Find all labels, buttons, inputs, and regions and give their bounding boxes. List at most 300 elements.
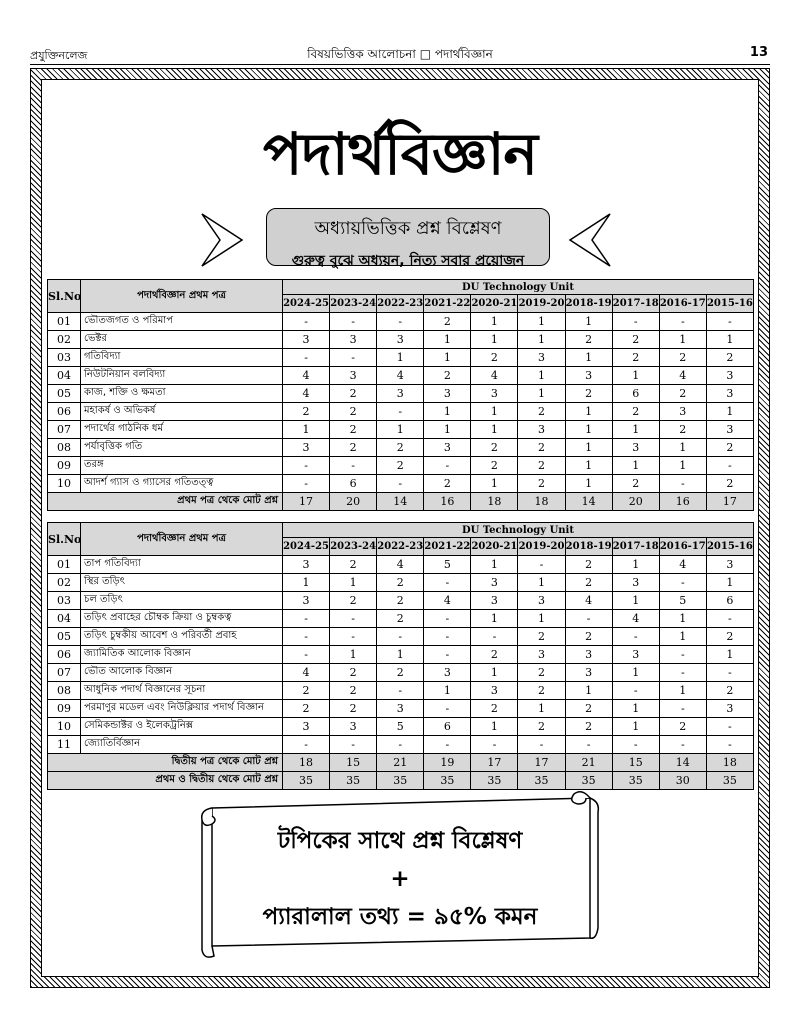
question-count: 2 — [518, 475, 565, 493]
question-count: 1 — [706, 331, 753, 349]
question-count: - — [518, 556, 565, 574]
question-count: 3 — [518, 421, 565, 439]
question-count: 4 — [377, 367, 424, 385]
question-count: 2 — [659, 421, 706, 439]
question-count: 1 — [612, 367, 659, 385]
question-count: - — [283, 457, 330, 475]
question-count: 2 — [706, 682, 753, 700]
subtitle-box — [266, 208, 550, 269]
total-row — [48, 772, 754, 790]
question-count: 2 — [377, 574, 424, 592]
question-count: 1 — [612, 664, 659, 682]
row-serial: 05 — [48, 628, 81, 646]
table-row — [48, 592, 754, 610]
question-count: 1 — [565, 475, 612, 493]
chapter-name: তাপ গতিবিদ্যা — [81, 556, 283, 574]
question-count: - — [659, 664, 706, 682]
table-row — [48, 574, 754, 592]
question-count: - — [377, 682, 424, 700]
question-count: 2 — [612, 403, 659, 421]
chapter-name: তরঙ্গ — [81, 457, 283, 475]
total-count: 21 — [565, 754, 612, 772]
question-count: 1 — [706, 646, 753, 664]
question-count: 2 — [518, 439, 565, 457]
question-count: - — [659, 736, 706, 754]
question-count: 3 — [612, 574, 659, 592]
question-count: 2 — [518, 682, 565, 700]
sl-no-header: Sl.No — [48, 280, 81, 313]
question-count: 3 — [424, 439, 471, 457]
question-count: 3 — [471, 385, 518, 403]
question-count: 1 — [471, 556, 518, 574]
question-count: - — [283, 736, 330, 754]
question-count: - — [424, 736, 471, 754]
total-count: 16 — [659, 493, 706, 511]
question-count: 4 — [471, 367, 518, 385]
question-count: 1 — [471, 718, 518, 736]
question-count: 3 — [659, 403, 706, 421]
year-header: 2023-24 — [330, 538, 377, 556]
question-count: 2 — [283, 682, 330, 700]
question-count: 2 — [424, 475, 471, 493]
topic-header: পদার্থবিজ্ঞান প্রথম পত্র — [81, 523, 283, 556]
question-count: 3 — [377, 385, 424, 403]
chapter-name: গতিবিদ্যা — [81, 349, 283, 367]
question-count: 2 — [471, 646, 518, 664]
year-header: 2021-22 — [424, 538, 471, 556]
question-count: 2 — [330, 592, 377, 610]
table-row — [48, 475, 754, 493]
total-count: 18 — [706, 754, 753, 772]
question-count: 3 — [330, 718, 377, 736]
row-serial: 02 — [48, 331, 81, 349]
question-count: 1 — [424, 682, 471, 700]
question-count: 2 — [330, 556, 377, 574]
year-header: 2020-21 — [471, 538, 518, 556]
year-header: 2020-21 — [471, 295, 518, 313]
header-divider — [30, 64, 770, 65]
question-count: 2 — [659, 385, 706, 403]
question-count: - — [471, 628, 518, 646]
question-count: - — [330, 457, 377, 475]
year-header: 2024-25 — [283, 538, 330, 556]
total-count: 35 — [706, 772, 753, 790]
chapter-name: পরমাণুর মডেল এবং নিউক্লিয়ার পদার্থ বিজ্ঞান — [81, 700, 283, 718]
table-row — [48, 682, 754, 700]
sl-no-header: Sl.No — [48, 523, 81, 556]
total-count: 14 — [659, 754, 706, 772]
question-count: 1 — [424, 349, 471, 367]
year-header: 2017-18 — [612, 295, 659, 313]
subtitle-tagline: গুরুত্ব বুঝে অধ্যয়ন, নিত্য সবার প্রয়োজন — [291, 253, 525, 269]
total-count: 35 — [424, 772, 471, 790]
question-count: 3 — [283, 556, 330, 574]
question-count: - — [565, 610, 612, 628]
question-count: - — [330, 313, 377, 331]
total-count: 30 — [659, 772, 706, 790]
question-count: 2 — [377, 610, 424, 628]
question-count: - — [706, 664, 753, 682]
question-count: 3 — [330, 367, 377, 385]
question-count: - — [283, 610, 330, 628]
question-count: 2 — [424, 367, 471, 385]
question-count: 1 — [471, 313, 518, 331]
total-count: 35 — [565, 772, 612, 790]
chevron-left-icon — [568, 212, 612, 268]
table-row — [48, 385, 754, 403]
question-count: - — [612, 736, 659, 754]
question-count: 3 — [518, 349, 565, 367]
table-row — [48, 457, 754, 475]
year-header: 2018-19 — [565, 538, 612, 556]
question-count: 2 — [330, 421, 377, 439]
question-count: 4 — [565, 592, 612, 610]
question-count: 2 — [565, 574, 612, 592]
question-count: - — [330, 610, 377, 628]
table-row — [48, 718, 754, 736]
row-serial: 01 — [48, 313, 81, 331]
question-count: 3 — [424, 664, 471, 682]
total-count: 18 — [283, 754, 330, 772]
banner-line-1: টপিকের সাথে প্রশ্ন বিশ্লেষণ — [277, 828, 523, 854]
question-count: 3 — [471, 682, 518, 700]
year-header: 2021-22 — [424, 295, 471, 313]
question-count: 2 — [706, 475, 753, 493]
question-count: 3 — [424, 385, 471, 403]
question-count: 2 — [565, 556, 612, 574]
question-count: - — [424, 610, 471, 628]
question-count: - — [377, 475, 424, 493]
question-count: 3 — [283, 439, 330, 457]
question-count: 5 — [424, 556, 471, 574]
total-count: 15 — [612, 754, 659, 772]
question-count: - — [518, 736, 565, 754]
total-count: 35 — [612, 772, 659, 790]
question-count: 3 — [706, 556, 753, 574]
question-count: 1 — [518, 700, 565, 718]
question-count: 1 — [565, 457, 612, 475]
question-count: 6 — [330, 475, 377, 493]
table-row — [48, 556, 754, 574]
year-header: 2016-17 — [659, 295, 706, 313]
total-count: 35 — [330, 772, 377, 790]
row-serial: 01 — [48, 556, 81, 574]
question-count: 1 — [518, 367, 565, 385]
question-count: 1 — [565, 403, 612, 421]
chapter-name: পদার্থের গাঠনিক ধর্ম — [81, 421, 283, 439]
chapter-name: আধুনিক পদার্থ বিজ্ঞানের সূচনা — [81, 682, 283, 700]
question-count: 1 — [518, 385, 565, 403]
chapter-name: স্থির তড়িৎ — [81, 574, 283, 592]
table-row — [48, 367, 754, 385]
row-serial: 07 — [48, 421, 81, 439]
total-label: প্রথম পত্র থেকে মোট প্রশ্ন — [48, 493, 283, 511]
question-count: 1 — [518, 610, 565, 628]
year-header: 2017-18 — [612, 538, 659, 556]
chapter-name: জ্যোতির্বিজ্ঞান — [81, 736, 283, 754]
question-count: - — [330, 349, 377, 367]
total-label: দ্বিতীয় পত্র থেকে মোট প্রশ্ন — [48, 754, 283, 772]
question-count: 1 — [659, 628, 706, 646]
row-serial: 08 — [48, 682, 81, 700]
question-count: 1 — [471, 403, 518, 421]
question-count: 1 — [471, 421, 518, 439]
year-header: 2015-16 — [706, 295, 753, 313]
year-header: 2018-19 — [565, 295, 612, 313]
question-count: 3 — [471, 592, 518, 610]
question-count: 2 — [283, 403, 330, 421]
question-count: 3 — [330, 331, 377, 349]
question-count: 1 — [706, 574, 753, 592]
banner-line-3: প্যারালাল তথ্য = ৯৫% কমন — [262, 904, 538, 930]
question-count: - — [659, 475, 706, 493]
table-row — [48, 331, 754, 349]
question-count: - — [330, 736, 377, 754]
table-row — [48, 403, 754, 421]
question-count: 2 — [706, 439, 753, 457]
question-count: 3 — [377, 331, 424, 349]
first-paper-table — [47, 279, 754, 511]
row-serial: 06 — [48, 646, 81, 664]
total-count: 19 — [424, 754, 471, 772]
table-row — [48, 421, 754, 439]
question-count: 6 — [612, 385, 659, 403]
question-count: 1 — [612, 718, 659, 736]
question-count: - — [612, 313, 659, 331]
question-count: 2 — [283, 700, 330, 718]
question-count: 1 — [518, 313, 565, 331]
row-serial: 09 — [48, 700, 81, 718]
question-count: - — [424, 700, 471, 718]
question-count: 1 — [424, 403, 471, 421]
question-count: 1 — [659, 331, 706, 349]
question-count: 1 — [612, 457, 659, 475]
chapter-name: পর্যাবৃত্তিক গতি — [81, 439, 283, 457]
question-count: 2 — [471, 700, 518, 718]
table-row — [48, 736, 754, 754]
question-count: - — [283, 628, 330, 646]
question-count: 4 — [283, 367, 330, 385]
question-count: - — [424, 628, 471, 646]
question-count: - — [659, 646, 706, 664]
question-count: 1 — [424, 421, 471, 439]
question-count: - — [283, 646, 330, 664]
chapter-name: তড়িৎ চুম্বকীয় আবেশ ও পরিবর্তী প্রবাহ — [81, 628, 283, 646]
chapter-name: ভৌত আলোক বিজ্ঞান — [81, 664, 283, 682]
total-count: 20 — [330, 493, 377, 511]
question-count: - — [659, 700, 706, 718]
question-count: 2 — [330, 385, 377, 403]
question-count: 2 — [330, 682, 377, 700]
question-count: 4 — [612, 610, 659, 628]
total-count: 20 — [612, 493, 659, 511]
question-count: 3 — [612, 646, 659, 664]
year-header: 2023-24 — [330, 295, 377, 313]
question-count: 2 — [612, 349, 659, 367]
question-count: 2 — [565, 718, 612, 736]
question-count: 4 — [424, 592, 471, 610]
page-title: পদার্থবিজ্ঞান — [262, 120, 538, 188]
chapter-name: ভৌতজগত ও পরিমাপ — [81, 313, 283, 331]
question-count: 3 — [283, 592, 330, 610]
question-count: 1 — [659, 682, 706, 700]
question-count: 1 — [377, 349, 424, 367]
question-count: 3 — [706, 367, 753, 385]
question-count: 2 — [330, 700, 377, 718]
question-count: 1 — [518, 574, 565, 592]
question-count: 2 — [612, 475, 659, 493]
chapter-name: চল তড়িৎ — [81, 592, 283, 610]
question-count: 3 — [565, 664, 612, 682]
total-count: 35 — [283, 772, 330, 790]
question-count: 2 — [518, 628, 565, 646]
question-count: 4 — [659, 367, 706, 385]
question-count: 1 — [565, 421, 612, 439]
question-count: 2 — [377, 664, 424, 682]
question-count: - — [424, 574, 471, 592]
question-count: - — [283, 313, 330, 331]
subtitle-main: অধ্যায়ভিত্তিক প্রশ্ন বিশ্লেষণ — [314, 218, 502, 239]
total-count: 17 — [706, 493, 753, 511]
question-count: 3 — [471, 574, 518, 592]
row-serial: 11 — [48, 736, 81, 754]
question-count: 2 — [377, 592, 424, 610]
question-count: 3 — [518, 592, 565, 610]
year-header: 2019-20 — [518, 538, 565, 556]
question-count: 1 — [612, 556, 659, 574]
question-count: 2 — [330, 664, 377, 682]
total-label: প্রথম ও দ্বিতীয় থেকে মোট প্রশ্ন — [48, 772, 283, 790]
table-row — [48, 664, 754, 682]
section-title: বিষয়ভিত্তিক আলোচনা □ পদার্থবিজ্ঞান — [307, 47, 493, 61]
question-count: - — [377, 736, 424, 754]
question-count: 2 — [518, 403, 565, 421]
row-serial: 06 — [48, 403, 81, 421]
table-row — [48, 628, 754, 646]
question-count: 2 — [471, 457, 518, 475]
question-count: - — [565, 736, 612, 754]
question-count: - — [283, 349, 330, 367]
question-count: 1 — [659, 439, 706, 457]
total-count: 17 — [471, 754, 518, 772]
chapter-name: সেমিকন্ডাক্টর ও ইলেকট্রনিক্স — [81, 718, 283, 736]
table-row — [48, 646, 754, 664]
question-count: - — [377, 628, 424, 646]
question-count: 5 — [377, 718, 424, 736]
question-count: 6 — [424, 718, 471, 736]
banner-text — [190, 822, 610, 936]
table-row — [48, 313, 754, 331]
question-count: 1 — [612, 700, 659, 718]
question-count: 2 — [706, 628, 753, 646]
unit-header: DU Technology Unit — [283, 523, 754, 538]
question-count: 1 — [330, 574, 377, 592]
question-count: 6 — [706, 592, 753, 610]
question-count: 1 — [565, 439, 612, 457]
total-count: 17 — [283, 493, 330, 511]
question-count: 1 — [377, 646, 424, 664]
question-count: - — [659, 313, 706, 331]
question-count: - — [706, 313, 753, 331]
question-count: - — [706, 736, 753, 754]
question-count: 4 — [377, 556, 424, 574]
row-serial: 03 — [48, 592, 81, 610]
question-count: 1 — [565, 682, 612, 700]
chapter-name: আদর্শ গ্যাস ও গ্যাসের গতিতত্ত্ব — [81, 475, 283, 493]
question-count: 2 — [330, 439, 377, 457]
question-count: 2 — [518, 457, 565, 475]
question-count: 1 — [377, 421, 424, 439]
question-count: 1 — [518, 331, 565, 349]
question-count: - — [706, 718, 753, 736]
question-count: - — [424, 646, 471, 664]
row-serial: 09 — [48, 457, 81, 475]
total-row — [48, 754, 754, 772]
question-count: 3 — [283, 331, 330, 349]
question-count: 1 — [471, 331, 518, 349]
question-count: 2 — [377, 439, 424, 457]
unit-header: DU Technology Unit — [283, 280, 754, 295]
chapter-name: মহাকর্ষ ও অভিকর্ষ — [81, 403, 283, 421]
question-count: 1 — [471, 475, 518, 493]
question-count: - — [330, 628, 377, 646]
question-count: - — [612, 628, 659, 646]
question-count: 2 — [565, 628, 612, 646]
chapter-name: ভেক্টর — [81, 331, 283, 349]
question-count: 3 — [565, 646, 612, 664]
question-count: 4 — [283, 385, 330, 403]
table-row — [48, 610, 754, 628]
question-count: 2 — [471, 439, 518, 457]
question-count: 2 — [424, 313, 471, 331]
question-count: 2 — [518, 718, 565, 736]
question-count: 2 — [565, 385, 612, 403]
chapter-name: নিউটনিয়ান বলবিদ্যা — [81, 367, 283, 385]
total-row — [48, 493, 754, 511]
total-count: 17 — [518, 754, 565, 772]
row-serial: 03 — [48, 349, 81, 367]
banner-line-2: + — [390, 866, 410, 892]
question-count: 2 — [377, 457, 424, 475]
year-header: 2022-23 — [377, 538, 424, 556]
question-count: 3 — [706, 421, 753, 439]
total-count: 14 — [377, 493, 424, 511]
question-count: 2 — [565, 700, 612, 718]
year-header: 2024-25 — [283, 295, 330, 313]
question-count: 3 — [612, 439, 659, 457]
total-count: 16 — [424, 493, 471, 511]
question-count: 2 — [659, 349, 706, 367]
question-count: 1 — [565, 313, 612, 331]
question-count: - — [612, 682, 659, 700]
question-count: - — [377, 313, 424, 331]
question-count: 1 — [424, 331, 471, 349]
total-count: 14 — [565, 493, 612, 511]
question-count: 2 — [612, 331, 659, 349]
question-count: 4 — [283, 664, 330, 682]
year-header: 2015-16 — [706, 538, 753, 556]
question-count: 2 — [471, 349, 518, 367]
question-count: 1 — [283, 421, 330, 439]
row-serial: 10 — [48, 718, 81, 736]
table-row — [48, 700, 754, 718]
question-count: 3 — [518, 646, 565, 664]
chapter-name: জ্যামিতিক আলোক বিজ্ঞান — [81, 646, 283, 664]
total-count: 18 — [471, 493, 518, 511]
year-header: 2022-23 — [377, 295, 424, 313]
row-serial: 04 — [48, 367, 81, 385]
row-serial: 07 — [48, 664, 81, 682]
